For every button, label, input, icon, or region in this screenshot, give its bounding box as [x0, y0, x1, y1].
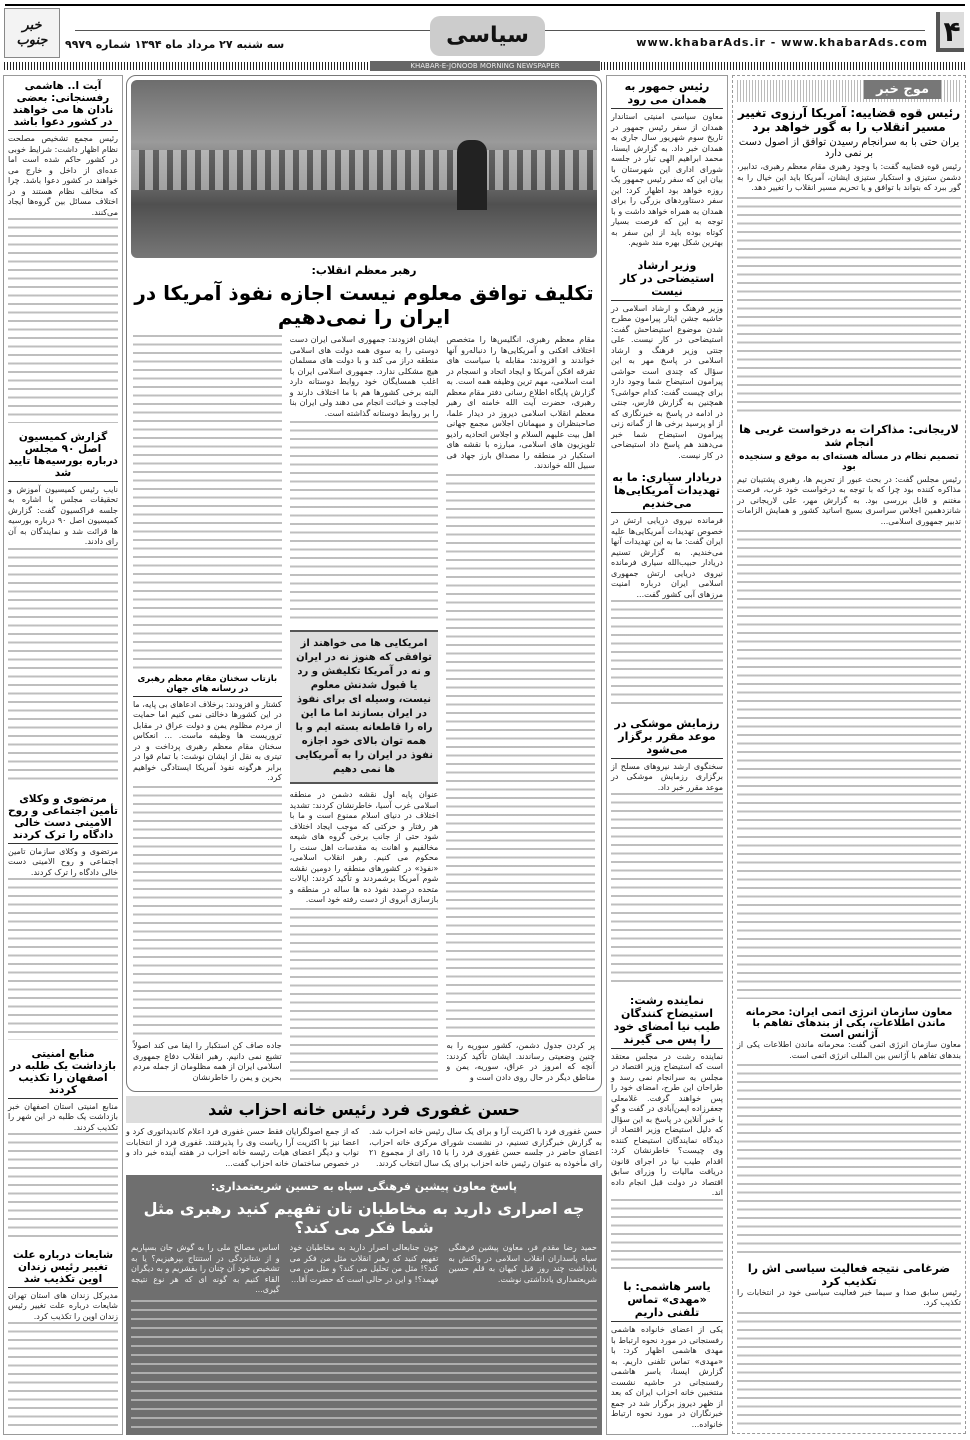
text-block: [8, 1322, 118, 1430]
article-lead: رئیس قوه قضاییه گفت: با وجود رهبری مقام معظم رهبری، تدابیر، دشمن ستیزی و استکبار ستیزی ایشان، آمریکا باید این خیال را به گور ببرد که بتواند با توافق و یا تحریم مسیر انقلاب را تغییر دهد.: [737, 162, 961, 192]
headline-kicker: رهبر معظم انقلاب:: [311, 264, 417, 277]
text-block: [611, 1199, 723, 1270]
news-item: وزیر ارشاد استیضاحی در کار نیست وزیر فرهنگ و ارشاد اسلامی در حاشیه جشن ایثار پیرامون مطرح شدن موضوع استیضاحش گفت: استیضاحی در کار نیست. علی جنتی وزیر فرهنگ و ارشاد اسلامی در پاسخ مهر به این سؤال که چندی است حواشی پیرامون استیضاح شما وجود دارد برای چیست گفت: کدام حواشی؟ همچنین به گزارش فارس، جنتی در ادامه در پاسخ به خبرنگاری که از او پرسید برخی ها از گمانه زنی پیرامون استیضاح شما خبر می‌دهند هم پاسخ داد استیضاحی در کار نیست.: [611, 258, 723, 460]
article-text: که از جمع اصولگرایان فقط حسن غفوری فرد اعلام کاندیداتوری کرد و اعضا نیز با اکثریت آرا ریاست وی را پذیرفتند. غفوری فرد از انتخابات نواب و دیگر اعضای هیات رئیسه خانه احزاب در هفته آینده خبر داد و در خصوص ساختمان خانه احزاب گفت...: [126, 1127, 359, 1168]
main-headline: تکلیف توافق معلوم نیست اجازه نفوذ آمریکا در ایران را نمی‌دهیم: [134, 281, 594, 329]
news-item: دریادار سیاری: ما به تهدیدات آمریکایی‌ها می‌خندیم فرمانده نیروی دریایی ارتش در خصوص تهدیدات آمریکایی‌ها علیه ایران گفت: ما به این تهدیدات آنها می‌خندیم. به گزارش تسنیم دریادار حبیب‌الله سیاری فرمانده نیروی دریایی ارتش جمهوری اسلامی ایران درباره امنیت مرزهای آبی کشور گفت...: [611, 471, 723, 599]
news-item: رزمایش موشکی در موعد مقرر برگزار می‌شود سخنگوی ارشد نیروهای مسلح از برگزاری رزمایش موشکی در موعد مقرر خبر داد.: [611, 716, 723, 792]
news-item: نماینده رشت: استیضاح کنندگان طیب نیا امضای خود را پس می گیرند نماینده رشت در مجلس معتقد است که استیضاح وزیر اقتصاد در مجلس به سرانجام نمی رسد و طراحان این طرح، امضای خود را پس خواهند گرفت. غلامعلی جعفرزاده ایمن‌آبادی در گفت و گو با خبر آنلاین در پاسخ به این سؤال که دلیل استیضاح وزیر اقتصاد از دیدگاه نمایندگان استیضاح کننده وی چیست؟ خاطرنشان کرد: اقدام طیب نیا در اجرای قانون دریافت مالیات را وزرای سابق اقتصاد در دولت قبل انجام داده اند.: [611, 993, 723, 1198]
text-block: [290, 421, 439, 624]
news-wave-title: موج خبر: [737, 80, 961, 102]
text-block: [737, 1064, 961, 1256]
news-item: یاسر هاشمی: با «مهدی» تماس تلفنی داریم یکی از اعضای خانواده هاشمی رفسنجانی در مورد نحوه ارتباط با مهدی هاشمی اظهار کرد: با «مهدی» تماس تلفنی داریم. به گزارش ایسنا، یاسر هاشمی رفسنجانی در حاشیه نشست منتخبین خانه احزاب ایران که بعد از ظهر دیروز برگزار شد در جمع خبرنگاران در مورد نحوه ارتباط خانواده...: [611, 1280, 723, 1429]
short-news-column: [606, 75, 728, 1435]
paper-name-strip: KHABAR-E-JONOOB MORNING NEWSPAPER: [370, 61, 600, 71]
article-text: حسن غفوری فرد با اکثریت آرا و برای یک سال رئیس خانه احزاب شد. به گزارش خبرگزاری تسنیم، در نشست شورای مرکزی خانه احزاب، اعضای حاضر در جلسه حسن غفوری فرد را با ۱۵ رای از مجموع ۲۱ رای مأخوذه به عنوان رئیس خانه احزاب برای یک سال انتخاب کردند.: [369, 1127, 603, 1168]
article-lead: معاون سازمان انرژی اتمی گفت: محرمانه ماندن اطلاعات یکی از بندهای تفاهم با آژانس بین المللی انرژی اتمی است.: [737, 1040, 961, 1060]
article-lead: رئیس سابق صدا و سیما خبر فعالیت سیاسی خود در انتخابات را تکذیب کرد.: [737, 1287, 961, 1308]
text-block: [8, 548, 118, 785]
leader-meeting-photo: [131, 80, 597, 258]
text-block: [8, 1133, 118, 1241]
article-title: حسن غفوری فرد رئیس خانه احزاب شد: [126, 1096, 602, 1123]
text-column: ایشان افزودند: جمهوری اسلامی ایران دست دوستی را به سوی همه دولت های اسلامی منطقه دراز می کند و با دولت های مسلمان هیچ مشکلی ندارد. جمهوری اسلامی ایران با اغلب همسایگان خود روابط دوستانه دارد البته برخی کشورها هم با ما اختلاف دارند و لجاجت و خباثت انجام می دهند ولی ایران بنا را بر روابط دوستانه گذاشته است. امریکایی ها می خواهند از توافقی که هنوز نه در ایران و نه در آمریکا تکلیفش و رد یا قبول شدنش معلوم نیست، وسیله ای برای نفوذ در ایران بسازند اما ما این راه را قاطعانه بسته ایم و با همه توان بالای خود اجازه نفوذ در ایران را به آمریکایی ها نمی دهیم عنوان پایه اول نقشه دشمن در منطقه اسلامی غرب آسیا، خاطرنشان کردند: تشدید اختلاف در دنیای اسلام ممنوع است و ما با هر رفتار و حرکتی که موجب ایجاد اختلاف شود حتی از جانب برخی گروه های شیعه مخالفیم و اهانت به مقدسات اهل سنت را محکوم می کنیم. رهبر انقلاب اسلامی، «نفوذ» در کشورهای منطقه را دومین نقشه شوم آمریکا برشمردند و تأکید کردند: ایالات متحده درصدد نفوذ ده ها ساله در منطقه و بازسازی آبروی از دست رفته خود است.: [290, 335, 439, 1083]
news-wave-column: [732, 75, 966, 1434]
text-block: [611, 600, 723, 707]
date-issue: سه شنبه ۲۷ مرداد ماه ۱۳۹۴ شماره ۹۹۷۹: [65, 38, 285, 51]
logo-text: خبر جنوب: [16, 18, 48, 48]
article-subtitle: یران حتی با به سرانجام رسیدن توافق از اصول دست بر نمی دارد: [738, 137, 960, 159]
text-block: [133, 335, 282, 670]
reply-headline: چه اصراری دارید به مخاطبان تان تفهیم کنید رهبری مثل شما فکر می کند؟: [143, 1199, 585, 1237]
text-block: [133, 786, 282, 1039]
news-item: شایعات درباره علت تغییر رئیس زندان اوین تکذیب شد مدیرکل زندان های استان تهران شایعات درباره علت تغییر رئیس زندان اوین را تکذیب کرد.: [8, 1248, 118, 1321]
ghafouri-article: [126, 1096, 602, 1169]
text-block: [8, 218, 118, 423]
article-text: حمید رضا مقدم فر، معاون پیشین فرهنگی سپاه پاسداران انقلاب اسلامی در واکنش به یادداشت چند روز قبل کیهان به قلم حسین شریعتمداری یادداشتی نوشت.: [448, 1243, 597, 1284]
news-item: آیت ا.. هاشمی رفسنجانی: بعضی نادان ها می خواهند در کشور دعوا باشد رئیس مجمع تشخیص مصلحت نظام اظهار داشت: شرایط خوبی در کشور حاکم شده است اما عده‌ای از داخل و خارج می خواهند در کشور دعوا باشد. چرا که مخالف نظام هستند و در اختلاف مسائل بین گروه‌ها ایجاد می‌کنند.: [8, 80, 118, 217]
page-number: ۴: [936, 12, 964, 52]
subheading: بازتاب سخنان مقام معظم رهبری در رسانه های جهان: [133, 674, 282, 697]
article-text: اساس مصالح ملی را به گوش جان بسپاریم و از شتابزدگی در استنتاج بپرهیزیم؟ یا به تشخیص خود آن چنان را بفشریم و به دیگران القاء کنیم به گونه ای که هر نوع نتیجه گیری...: [130, 1243, 280, 1294]
text-column: مقام معظم رهبری، انگلیس‌ها را متخصص اختلاف افکنی و آمریکایی‌ها را دنباله‌رو آنها خواندند و افزودند: مقابله با سیاست های تفرقه افکن آمریکا و ایجاد اتحاد و انسجام در امت اسلامی، مهم ترین وظیفه همه است. به گزارش پایگاه اطلاع رسانی دفتر مقام معظم رهبری، حضرت آیت الله خامنه ای رهبر معظم انقلاب اسلامی دیروز در دیدار علما، صاحبنظران و میهمانان اجلاس مجمع جهانی اهل بیت علیهم السلام و اجلاس اتحادیه رادیو تلویزیون های اسلامی، مبارزه با نقشه های استکبار در منطقه را مصداق بارز جهاد فی سبیل الله خواندند. پر کردن جدول دشمن، کشور سوریه را به چنین وضعیتی رساندند. ایشان تأکید کردند: آنچه که امروز در عراق، سوریه، یمن و مناطق دیگر در حال روی دادن است و: [446, 335, 595, 1082]
section-title: سیاسی: [430, 16, 545, 56]
pull-quote: امریکایی ها می خواهند از توافقی که هنوز نه در ایران و نه در آمریکا تکلیفش و رد یا قبول شدنش معلوم نیست، وسیله ای برای نفوذ در ایران بسازند اما ما این راه را قاطعانه بسته ایم و با همه توان بالای خود اجازه نفوذ در ایران را به آمریکایی ها نمی دهیم: [290, 630, 439, 784]
text-block: [290, 908, 439, 1083]
article-title: معاون سازمان انرژی اتمی ایران: محرمانه ماندن اطلاعات، یکی از بندهای تفاهم با آژانس است: [745, 1007, 953, 1041]
lower-stack: [126, 1096, 602, 1435]
site-urls[interactable]: www.khabarAds.ir - www.khabarAds.com: [636, 36, 928, 49]
text-block: [737, 530, 961, 999]
text-block: [737, 197, 961, 415]
article-title: ضرغامی نتیجه فعالیت سیاسی اش را تکذیب کرد: [747, 1261, 951, 1288]
text-block: [737, 1312, 961, 1429]
rule-right: [545, 30, 925, 31]
reply-box: [126, 1175, 602, 1435]
reply-kicker: پاسخ معاون پیشین فرهنگی سپاه به حسین شریعتمداری:: [210, 1180, 518, 1193]
main-story-box: [126, 75, 602, 1092]
news-item: مرتضوی و وکلای تأمین اجتماعی و روح الامینی دست خالی دادگاه را ترک کردند مرتضوی و وکلای سازمان تامین اجتماعی و روح الامینی دست خالی دادگاه را ترک کردند.: [8, 792, 118, 877]
top-rule: [5, 4, 965, 6]
text-column: بازتاب سخنان مقام معظم رهبری در رسانه های جهان کشتار و افزودند: برخلاف ادعاهای بی پایه، ما در این کشورها دخالتی نمی کنیم اما حمایت از مردم مظلوم یمن و دولت عراق در مقابل تروریست ها وظیفه ماست. ... انعکاس سخنان مقام معظم رهبری پرداخت و در تیتری به نقل از ایشان نوشت: با تمام قوا در برابر هرگونه نفوذ آمریکا ایستادگی خواهیم کرد. جاده صاف کن استکبار را ایفا می کند اصولاً تشیع نمی دانیم. رهبر انقلاب دفاع جمهوری اسلامی ایران از همه مظلومان از جمله مردم بحرین و یمن را خاطرنشان: [133, 335, 282, 1083]
article-subtitle: تصمیم نظام در مسأله هسته‌ای به موقع و سنجیده بود: [739, 451, 959, 472]
news-item: گزارش کمیسیون اصل ۹۰ مجلس درباره بورسیه‌ها تایید شد نایب رئیس کمیسیون آموزش و تحقیقات مجلس با اشاره به جلسه فراکسیون گفت: گزارش کمیسیون اصل ۹۰ درباره بورسیه ها قرائت شد و نمایندگان به آن رای دادند.: [8, 430, 118, 547]
logo: [4, 8, 60, 58]
article-lead: رئیس مجلس گفت: در بحث عبور از تحریم ها، رهبری پشتیبان تیم مذاکره کننده بود چرا که با توجه به درخواست خود غرب، فرصت مغتنم و قابل بررسی بود. به گزارش مهر، علی لاریجانی در شانزدهمین اجلاس سراسری بسیج اساتید کشور و همایش الزامات تدبیر جمهوری اسلامی...: [737, 474, 961, 526]
news-item: رئیس جمهور به همدان می رود معاون سیاسی امنیتی استاندار همدان از سفر رئیس جمهور در تاریخ سوم شهریور سال جاری به همدان خبر داد. به گزارش ایسنا، محمد ابراهیم الهی تبار در جلسه شورای اداری این شهرستان با بیان این که سفر رئیس جمهور یک روزه خواهد بود اظهار کرد: این سفر دستاوردهای بزرگی را برای همدان به همراه خواهد داشت و با توجه به این که فرصت بسیار کوتاه بوده باید از این سفر به بهترین شکل بهره مند شویم.: [611, 80, 723, 247]
text-block: [611, 793, 723, 983]
text-block: [8, 878, 118, 1040]
text-block: [446, 474, 595, 1040]
article-title: رئیس قوه قضاییه: آمریکا آرزوی تغییر مسیر انقلاب را به گور خواهد برد: [737, 106, 961, 134]
article-title: لاریجانی: مذاکرات به درخواست غربی ها انجام شد: [739, 422, 959, 449]
text-block: [131, 1300, 597, 1431]
article-text: چون جنابعالی اصرار دارید به مخاطبان خود تفهیم کنید که رهبر انقلاب مثل من فکر می کند؟! مثل من تحلیل می کند؟ و مثل من می فهمد؟! و این در حالی است که حضرت آقا...: [289, 1243, 439, 1284]
left-news-column: [3, 75, 123, 1435]
rule-left: [75, 30, 430, 31]
news-item: منابع امنیتی بازداشت یک طلبه در اصفهان را تکذیب کردند منابع امنیتی استان اصفهان خبر بازداشت یک طلبه در این شهر را تکذیب کردند.: [8, 1047, 118, 1132]
